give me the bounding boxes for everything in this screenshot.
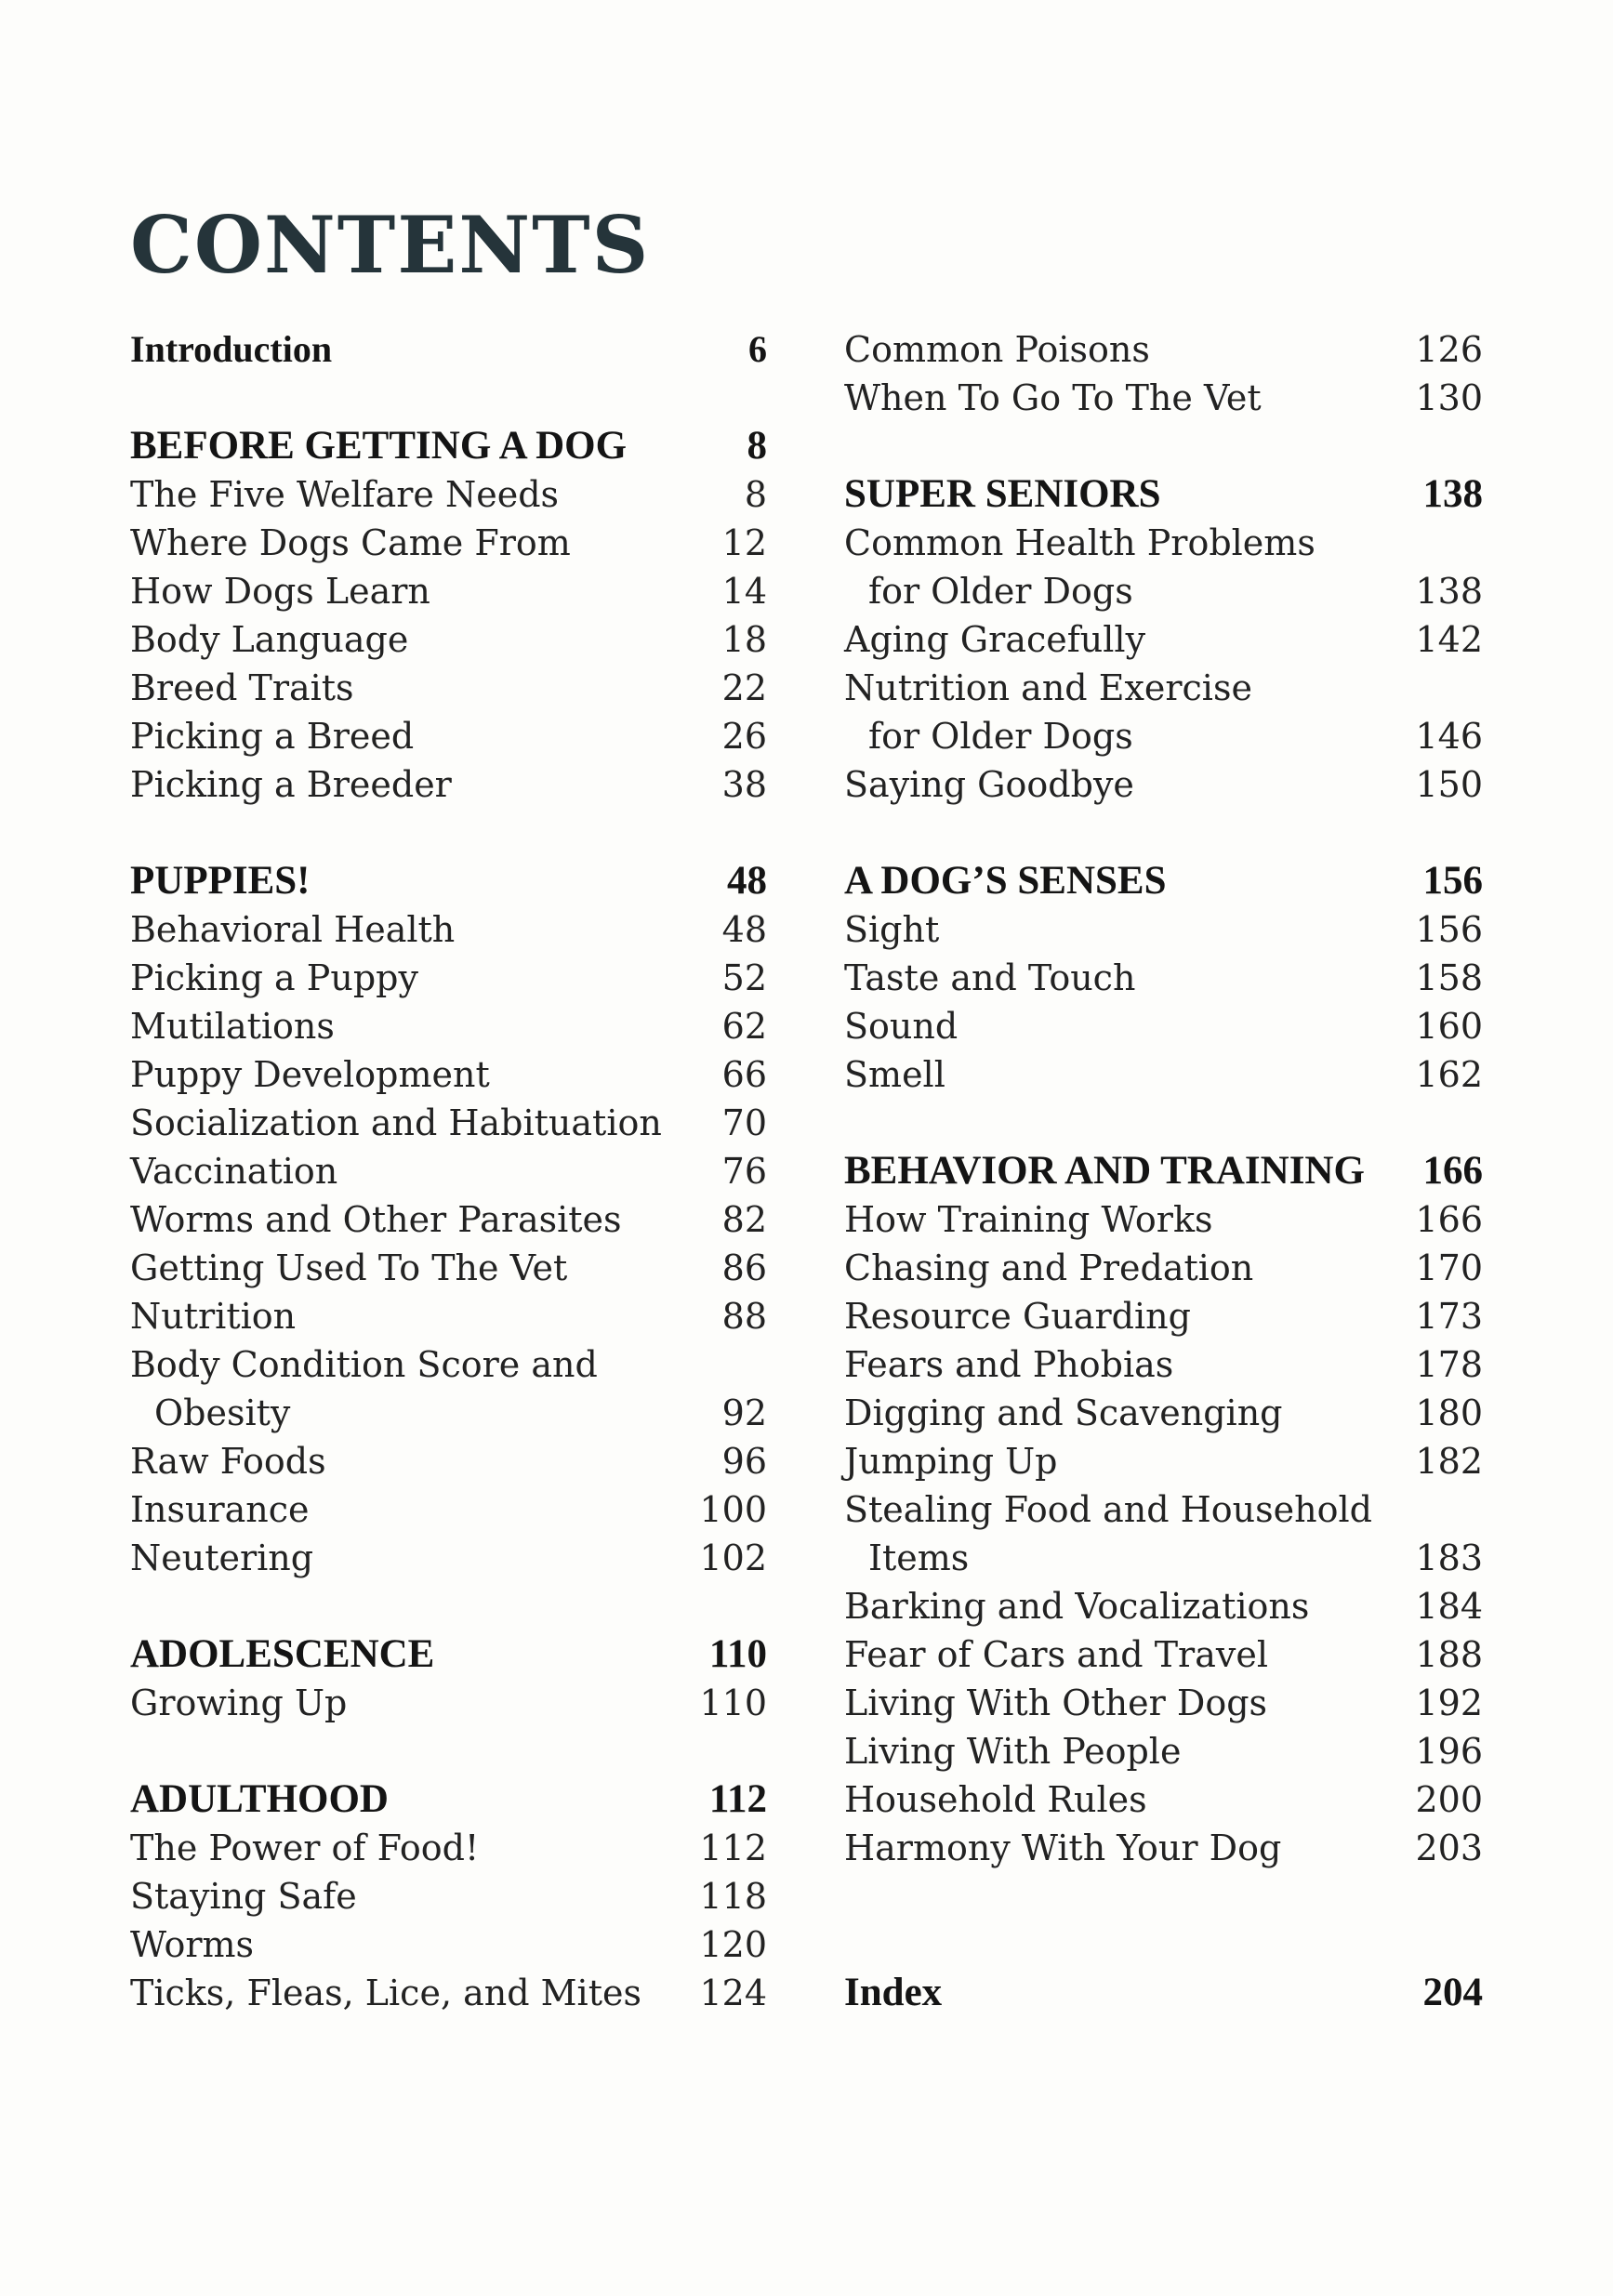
- toc-entry-label: Living With People: [844, 1731, 1182, 1772]
- toc-entry-label: Barking and Vocalizations: [844, 1586, 1310, 1627]
- toc-entry-label: Insurance: [130, 1489, 310, 1530]
- toc-entry-label: Mutilations: [130, 1006, 335, 1047]
- toc-entry-label: Sound: [844, 1006, 959, 1047]
- toc-entry[interactable]: [130, 1195, 767, 1244]
- toc-entry-label: for Older Dogs: [868, 716, 1133, 757]
- toc-entry-label: Socialization and Habituation: [130, 1102, 662, 1143]
- toc-entry[interactable]: [844, 374, 1483, 422]
- toc-entry-label: ADULTHOOD: [130, 1777, 389, 1821]
- toc-entry-page: 138: [1415, 571, 1483, 612]
- toc-entry-page: 196: [1415, 1731, 1483, 1772]
- toc-entry-label: Body Condition Score and: [130, 1344, 598, 1385]
- toc-entry-label: The Five Welfare Needs: [130, 474, 560, 515]
- toc-entry-page: 142: [1415, 619, 1483, 660]
- toc-entry-label: Resource Guarding: [844, 1296, 1191, 1337]
- toc-entry-label: Jumping Up: [844, 1441, 1058, 1482]
- toc-entry-label: PUPPIES!: [130, 859, 311, 903]
- toc-entry[interactable]: [844, 1437, 1483, 1485]
- toc-entry[interactable]: [130, 1437, 767, 1485]
- toc-entry-page: 100: [699, 1489, 767, 1530]
- toc-entry[interactable]: [130, 1340, 767, 1389]
- toc-entry-page: 118: [699, 1876, 767, 1917]
- toc-entry-page: 22: [721, 667, 767, 708]
- toc-entry[interactable]: [130, 1485, 767, 1534]
- toc-entry[interactable]: [844, 1727, 1483, 1775]
- toc-entry-label: Household Rules: [844, 1779, 1147, 1820]
- toc-entry-label: Stealing Food and Household: [844, 1489, 1372, 1530]
- toc-entry-label: Chasing and Predation: [844, 1247, 1254, 1288]
- toc-entry-page: 12: [721, 522, 767, 563]
- toc-entry-label: Digging and Scavenging: [844, 1392, 1283, 1433]
- toc-entry-label: Fear of Cars and Travel: [844, 1634, 1268, 1675]
- toc-entry-label: Staying Safe: [130, 1876, 357, 1917]
- page-title: CONTENTS: [130, 199, 651, 291]
- toc-entry-label: Obesity: [154, 1392, 291, 1433]
- toc-entry-page: 110: [699, 1682, 767, 1723]
- toc-entry-label: Ticks, Fleas, Lice, and Mites: [130, 1973, 641, 2013]
- toc-entry-page: 26: [721, 716, 767, 757]
- toc-entry[interactable]: [130, 1920, 767, 1969]
- toc-entry-page: 88: [721, 1296, 767, 1337]
- toc-entry-page: 166: [1422, 1149, 1483, 1193]
- toc-section-heading[interactable]: [130, 857, 767, 905]
- toc-entry-label: SUPER SENIORS: [844, 472, 1161, 516]
- toc-entry[interactable]: [844, 1824, 1483, 1872]
- toc-entry-page: 160: [1415, 1006, 1483, 1047]
- toc-entry-page: 180: [1415, 1392, 1483, 1433]
- toc-entry-page: 162: [1415, 1054, 1483, 1095]
- toc-entry-label: How Dogs Learn: [130, 571, 430, 612]
- toc-entry-label: for Older Dogs: [868, 571, 1133, 612]
- toc-entry-page: 14: [721, 571, 767, 612]
- toc-entry-page: 170: [1415, 1247, 1483, 1288]
- toc-entry[interactable]: [130, 1824, 767, 1872]
- toc-entry[interactable]: [130, 712, 767, 760]
- toc-entry-page: 124: [699, 1973, 767, 2013]
- toc-entry-page: 200: [1415, 1779, 1483, 1820]
- toc-entry[interactable]: [130, 567, 767, 615]
- toc-entry-page: 6: [748, 328, 767, 370]
- toc-entry-page: 183: [1415, 1537, 1483, 1578]
- toc-entry[interactable]: [130, 760, 767, 809]
- toc-entry-label: Common Health Problems: [844, 522, 1316, 563]
- toc-entry-label: Taste and Touch: [844, 957, 1136, 998]
- toc-entry[interactable]: [844, 954, 1483, 1002]
- toc-entry[interactable]: [130, 1244, 767, 1292]
- toc-entry-page: 130: [1415, 377, 1483, 418]
- toc-entry[interactable]: [130, 664, 767, 712]
- toc-entry[interactable]: [844, 567, 1483, 615]
- toc-entry-page: 102: [699, 1537, 767, 1578]
- toc-entry-label: Sight: [844, 909, 940, 950]
- toc-entry[interactable]: [130, 1872, 767, 1920]
- toc-section-heading[interactable]: [844, 1147, 1483, 1195]
- toc-entry[interactable]: [130, 1534, 767, 1582]
- toc-entry-label: Common Poisons: [844, 329, 1150, 370]
- toc-entry-label: Picking a Breed: [130, 716, 415, 757]
- toc-entry-page: 8: [747, 424, 767, 468]
- toc-entry[interactable]: [844, 1002, 1483, 1050]
- toc-entry[interactable]: [130, 1679, 767, 1727]
- toc-entry-page: 120: [699, 1924, 767, 1965]
- toc-entry[interactable]: [130, 1002, 767, 1050]
- toc-entry[interactable]: [844, 1534, 1483, 1582]
- toc-entry[interactable]: [130, 615, 767, 664]
- toc-entry-page: 166: [1415, 1199, 1483, 1240]
- toc-left-column: [130, 325, 767, 2017]
- toc-entry-label: Living With Other Dogs: [844, 1682, 1268, 1723]
- toc-entry-page: 112: [699, 1828, 767, 1868]
- toc-entry-label: BEHAVIOR AND TRAINING: [844, 1149, 1365, 1193]
- toc-entry-label: Nutrition and Exercise: [844, 667, 1252, 708]
- toc-entry-page: 188: [1415, 1634, 1483, 1675]
- toc-entry-page: 203: [1415, 1828, 1483, 1868]
- toc-entry-page: 76: [721, 1151, 767, 1192]
- toc-entry[interactable]: [844, 760, 1483, 809]
- toc-entry-label: Harmony With Your Dog: [844, 1828, 1282, 1868]
- toc-entry[interactable]: [844, 1340, 1483, 1389]
- toc-entry-page: 8: [744, 474, 767, 515]
- toc-entry-index[interactable]: [844, 1969, 1483, 2017]
- toc-entry[interactable]: [130, 1050, 767, 1099]
- toc-entry-label: Vaccination: [130, 1151, 338, 1192]
- toc-entry[interactable]: [844, 615, 1483, 664]
- toc-entry-label: Items: [868, 1537, 970, 1578]
- toc-entry[interactable]: [844, 1292, 1483, 1340]
- toc-entry-label: How Training Works: [844, 1199, 1213, 1240]
- toc-entry-label: BEFORE GETTING A DOG: [130, 424, 628, 468]
- toc-entry-label: Smell: [844, 1054, 945, 1095]
- toc-entry-label: Growing Up: [130, 1682, 348, 1723]
- toc-entry-label: Introduction: [130, 328, 333, 370]
- toc-entry[interactable]: [844, 1582, 1483, 1630]
- toc-entry-page: 178: [1415, 1344, 1483, 1385]
- toc-entry[interactable]: [130, 1389, 767, 1437]
- toc-entry-page: 158: [1415, 957, 1483, 998]
- toc-section-heading[interactable]: [130, 422, 767, 470]
- toc-entry-label: Index: [844, 1971, 943, 2014]
- toc-entry-page: 48: [727, 859, 767, 903]
- toc-entry-page: 126: [1415, 329, 1483, 370]
- toc-entry-page: 146: [1415, 716, 1483, 757]
- toc-entry[interactable]: [844, 664, 1483, 712]
- toc-entry-page: 86: [721, 1247, 767, 1288]
- toc-entry-page: 204: [1422, 1971, 1483, 2014]
- toc-entry-page: 192: [1415, 1682, 1483, 1723]
- toc-entry-page: 48: [721, 909, 767, 950]
- toc-entry-page: 112: [708, 1777, 767, 1821]
- toc-entry-label: Picking a Puppy: [130, 957, 418, 998]
- toc-entry[interactable]: [130, 1147, 767, 1195]
- toc-entry[interactable]: [844, 1050, 1483, 1099]
- toc-entry[interactable]: [844, 1485, 1483, 1534]
- toc-entry-label: Raw Foods: [130, 1441, 326, 1482]
- toc-entry-introduction[interactable]: [130, 325, 767, 374]
- toc-entry-label: Nutrition: [130, 1296, 297, 1337]
- toc-entry[interactable]: [130, 1099, 767, 1147]
- toc-entry[interactable]: [844, 905, 1483, 954]
- toc-entry-page: 92: [721, 1392, 767, 1433]
- toc-entry-page: 52: [721, 957, 767, 998]
- toc-entry-label: Fears and Phobias: [844, 1344, 1174, 1385]
- toc-entry[interactable]: [844, 1244, 1483, 1292]
- toc-entry-page: 156: [1422, 859, 1483, 903]
- toc-entry-label: A DOG’S SENSES: [844, 859, 1167, 903]
- toc-entry[interactable]: [130, 954, 767, 1002]
- toc-entry-page: 150: [1415, 764, 1483, 805]
- toc-entry-page: 70: [721, 1102, 767, 1143]
- toc-entry-label: Aging Gracefully: [844, 619, 1146, 660]
- toc-entry[interactable]: [130, 905, 767, 954]
- toc-entry-page: 182: [1415, 1441, 1483, 1482]
- toc-entry-label: When To Go To The Vet: [844, 377, 1262, 418]
- toc-entry[interactable]: [130, 1292, 767, 1340]
- toc-entry[interactable]: [844, 1679, 1483, 1727]
- toc-entry-label: Breed Traits: [130, 667, 354, 708]
- toc-entry-label: Picking a Breeder: [130, 764, 452, 805]
- toc-entry[interactable]: [844, 1195, 1483, 1244]
- toc-entry-label: Neutering: [130, 1537, 314, 1578]
- toc-entry-label: Where Dogs Came From: [130, 522, 571, 563]
- toc-section-heading[interactable]: [130, 1775, 767, 1824]
- toc-section-heading[interactable]: [130, 1630, 767, 1679]
- toc-entry-label: Behavioral Health: [130, 909, 456, 950]
- toc-entry[interactable]: [844, 325, 1483, 374]
- toc-entry[interactable]: [844, 1775, 1483, 1824]
- toc-entry-page: 173: [1415, 1296, 1483, 1337]
- toc-entry-page: 18: [721, 619, 767, 660]
- toc-entry-page: 62: [721, 1006, 767, 1047]
- toc-entry-page: 82: [721, 1199, 767, 1240]
- toc-entry-page: 156: [1415, 909, 1483, 950]
- toc-entry-label: Puppy Development: [130, 1054, 490, 1095]
- toc-entry-label: Body Language: [130, 619, 409, 660]
- toc-entry-label: The Power of Food!: [130, 1828, 480, 1868]
- toc-entry-page: 110: [708, 1632, 767, 1676]
- toc-entry-page: 184: [1415, 1586, 1483, 1627]
- toc-entry-label: Worms: [130, 1924, 255, 1965]
- toc-entry-label: Worms and Other Parasites: [130, 1199, 622, 1240]
- toc-entry[interactable]: [130, 519, 767, 567]
- toc-entry-page: 38: [721, 764, 767, 805]
- toc-entry[interactable]: [130, 1969, 767, 2017]
- toc-section-heading[interactable]: [844, 857, 1483, 905]
- toc-entry-label: ADOLESCENCE: [130, 1632, 435, 1676]
- toc-entry-page: 66: [721, 1054, 767, 1095]
- toc-right-column: [844, 325, 1483, 2017]
- toc-entry[interactable]: [844, 1630, 1483, 1679]
- toc-entry-label: Saying Goodbye: [844, 764, 1134, 805]
- toc-entry[interactable]: [130, 470, 767, 519]
- toc-entry[interactable]: [844, 712, 1483, 760]
- toc-entry[interactable]: [844, 519, 1483, 567]
- toc-entry-page: 138: [1422, 472, 1483, 516]
- toc-entry-label: Getting Used To The Vet: [130, 1247, 568, 1288]
- toc-section-heading[interactable]: [844, 470, 1483, 519]
- toc-entry-page: 96: [721, 1441, 767, 1482]
- toc-entry[interactable]: [844, 1389, 1483, 1437]
